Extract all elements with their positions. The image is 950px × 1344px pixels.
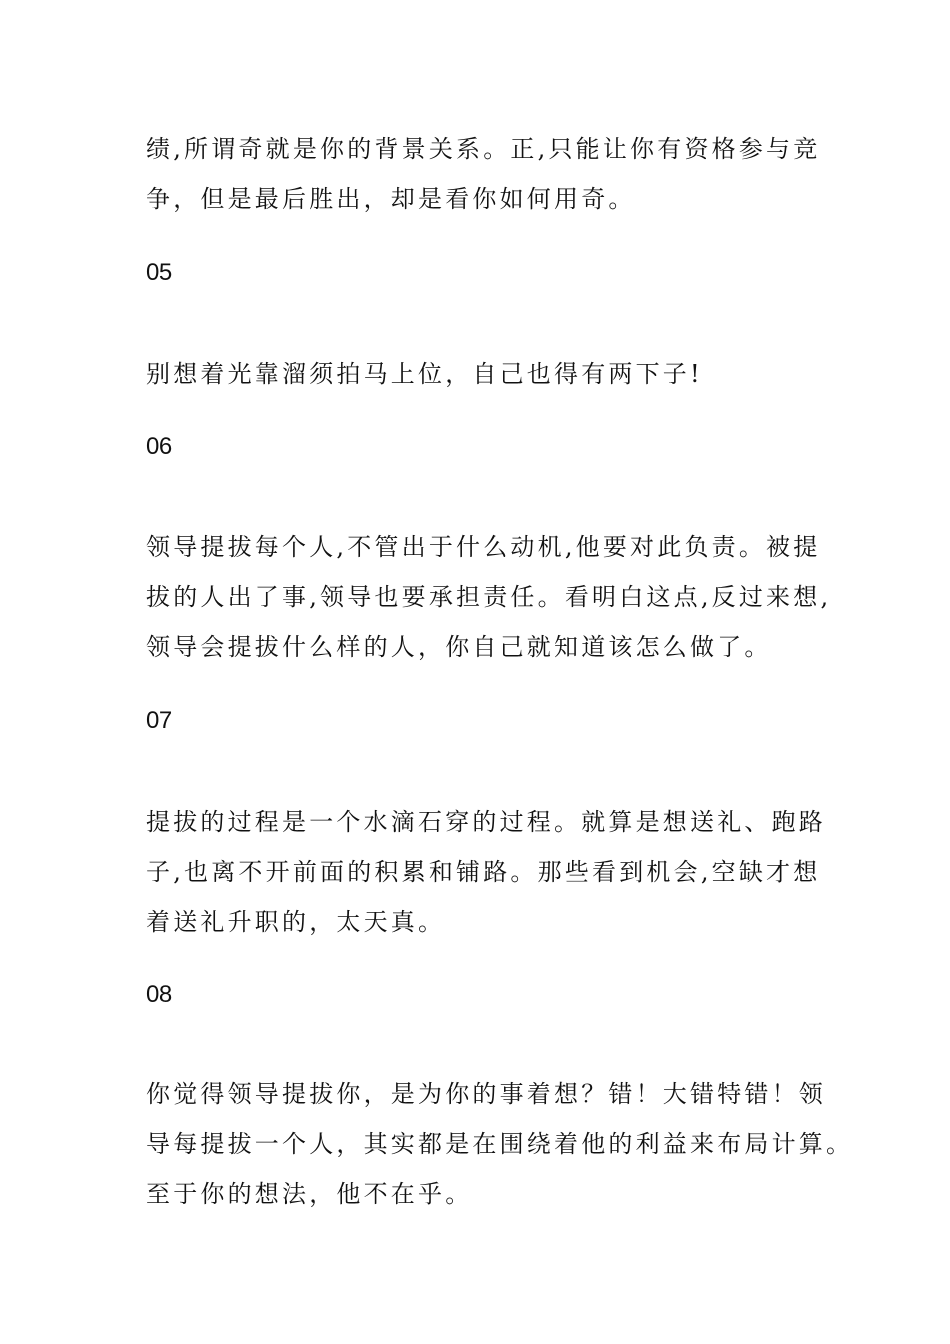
paragraph-line: 提拔的过程是一个水滴石穿的过程。就算是想送礼、跑路 — [146, 808, 826, 836]
paragraph-line: 绩,所谓奇就是你的背景关系。正,只能让你有资格参与竞 — [146, 135, 821, 163]
paragraph-08 — [146, 1069, 854, 1219]
paragraph-line: 子,也离不开前面的积累和铺路。那些看到机会,空缺才想 — [146, 858, 821, 886]
paragraph — [146, 124, 836, 224]
section-number-08 — [146, 980, 836, 1010]
section-number: 05 — [146, 259, 172, 286]
paragraph-line: 导每提拔一个人，其实都是在围绕着他的利益来布局计算。 — [146, 1130, 854, 1158]
paragraph-line: 别想着光靠溜须拍马上位，自己也得有两下子! — [146, 360, 703, 388]
paragraph — [146, 522, 836, 672]
paragraph-continuation — [146, 124, 836, 224]
paragraph-line: 拔的人出了事,领导也要承担责任。看明白这点,反过来想, — [146, 583, 832, 611]
section-number: 06 — [146, 433, 172, 460]
paragraph-line: 至于你的想法，他不在乎。 — [146, 1180, 473, 1208]
paragraph-line: 争，但是最后胜出，却是看你如何用奇。 — [146, 185, 636, 213]
paragraph-line: 着送礼升职的，太天真。 — [146, 908, 446, 936]
paragraph-line: 领导会提拔什么样的人，你自己就知道该怎么做了。 — [146, 633, 772, 661]
section-number: 08 — [146, 981, 172, 1008]
paragraph-line: 领导提拔每个人,不管出于什么动机,他要对此负责。被提 — [146, 533, 821, 561]
paragraph-line: 你觉得领导提拔你，是为你的事着想？错！大错特错！领 — [146, 1080, 826, 1108]
paragraph-05 — [146, 349, 836, 399]
paragraph-07 — [146, 797, 836, 947]
paragraph — [146, 797, 836, 947]
section-number-06 — [146, 432, 836, 462]
section-number-07 — [146, 706, 836, 736]
section-number-05 — [146, 258, 836, 288]
section-number: 07 — [146, 707, 172, 734]
paragraph — [146, 1069, 854, 1219]
paragraph-06 — [146, 522, 836, 672]
paragraph — [146, 349, 836, 399]
